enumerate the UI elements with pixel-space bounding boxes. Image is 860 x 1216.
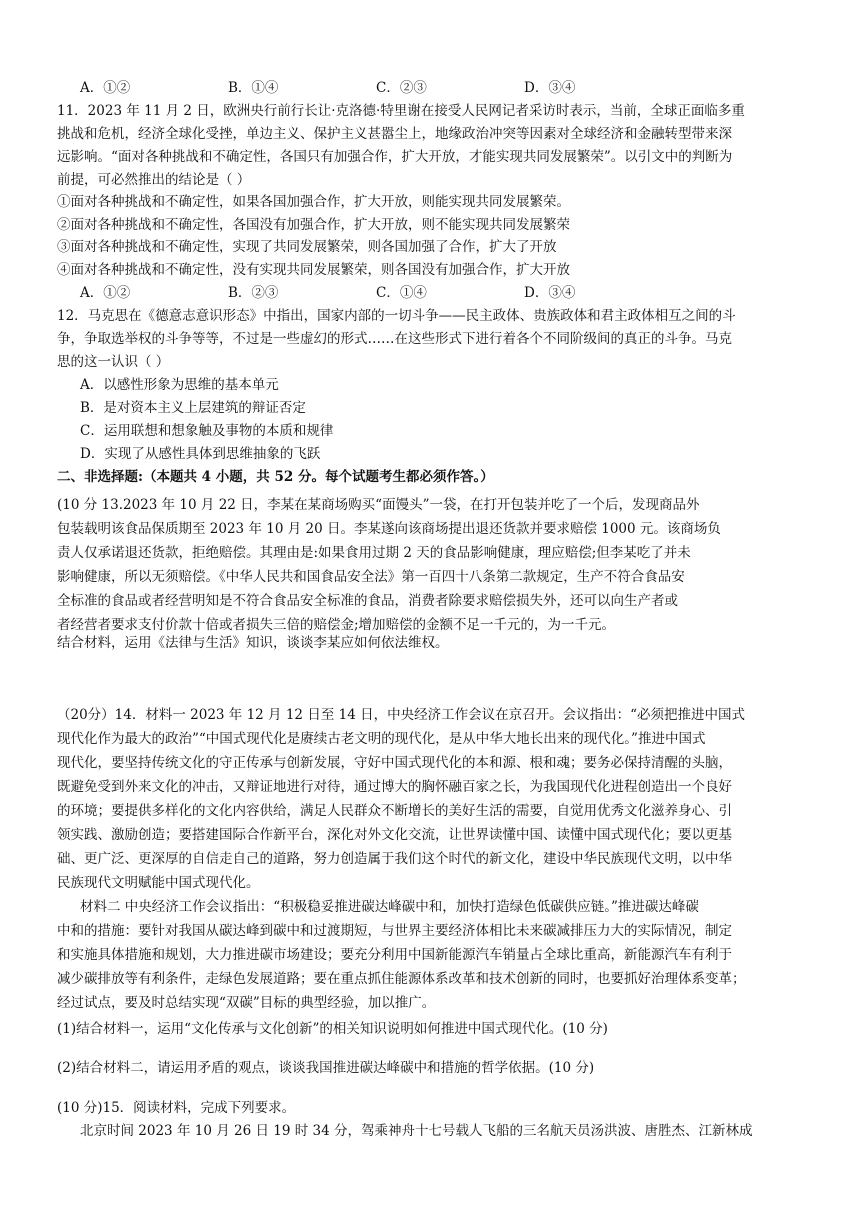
q13-line: 者经营者要求支付价款十倍或者损失三倍的赔偿金;增加赔偿的金额不足一千元的，为一千元。: [57, 617, 616, 633]
q11-line: 挑战和危机，经济全球化受挫，单边主义、保护主义甚嚣尘上，地缘政治冲突等因素对全球经济和金融转型带来深: [57, 126, 732, 142]
q13-line: 全标准的食品或者经营明知是不符合食品安全标准的食品，消费者除要求赔偿损失外，还可以向生产者或: [57, 593, 678, 609]
q14-subquestion-2: (2)结合材料二，请运用矛盾的观点，谈谈我国推进碳达峰碳中和措施的哲学依据。(10 分): [57, 1060, 595, 1076]
q11-option-b: B．②③: [228, 285, 279, 301]
q12-line: 思的这一认识（ ）: [57, 354, 170, 370]
q13-line: (10 分 13.2023 年 10 月 22 日，李某在某商场购买“面馒头”一袋，在打开包装并吃了一个后，发现商品外: [57, 497, 700, 513]
q13-question: 结合材料，运用《法律与生活》知识，谈谈李某应如何依法维权。: [57, 635, 449, 651]
q11-option-c: C．①④: [376, 285, 427, 301]
q10-option-a: A．①②: [80, 80, 131, 96]
q15-line: 北京时间 2023 年 10 月 26 日 19 时 34 分，驾乘神舟十七号载人飞船的三名航天员汤洪波、唐胜杰、江新林成: [80, 1123, 753, 1139]
q14-line: 既避免受到外来文化的冲击，又辩证地进行对待，通过博大的胸怀融百家之长，为我国现代化进程创造出一个良好: [57, 779, 732, 795]
q11-line: 前提，可必然推出的结论是（ ）: [57, 172, 251, 188]
q14-line: 经过试点，要及时总结实现“双碳”目标的典型经验，加以推广。: [57, 995, 436, 1011]
q11-option-a: A．①②: [80, 285, 131, 301]
q12-line: 争，争取选举权的斗争等等，不过是一些虚幻的形式……在这些形式下进行着各个不同阶级间的真正的斗争。马克: [57, 331, 732, 347]
q11-line: 11．2023 年 11 月 2 日，欧洲央行前行长让·克洛德·特里谢在接受人民网记者采访时表示，当前，全球正面临多重: [57, 103, 745, 119]
q11-statement-1: ①面对各种挑战和不确定性，如果各国加强合作，扩大开放，则能实现共同发展繁荣。: [57, 194, 570, 210]
q14-line: 现代化作为最大的政治”“中国式现代化是赓续古老文明的现代化，是从中华大地长出来的现代化。”推进中国式: [57, 731, 706, 747]
q10-option-b: B．①④: [228, 80, 279, 96]
q14-line: 民族现代文明赋能中国式现代化。: [57, 875, 260, 891]
q11-line: 远影响。“面对各种挑战和不确定性，各国只有加强合作，扩大开放，才能实现共同发展繁荣”。以引文中的判断为: [57, 149, 733, 165]
section-2-heading: 二、非选择题:（本题共 4 小题，共 52 分。每个试题考生都必须作答。）: [57, 469, 494, 485]
q14-line: 中和的措施：要针对我国从碳达峰到碳中和过渡期短，与世界主要经济体相比未来碳减排压力大的实际情况，制定: [57, 923, 732, 939]
q14-line: 减少碳排放等有利条件，走绿色发展道路；要在重点抓住能源体系改革和技术创新的同时，也要抓好治理体系变革；: [57, 971, 746, 987]
q11-statement-3: ③面对各种挑战和不确定性，实现了共同发展繁荣，则各国加强了合作，扩大了开放: [57, 239, 557, 255]
q12-line: 12．马克思在《德意志意识形态》中指出，国家内部的一切斗争——民主政体、贵族政体和君主政体相互之间的斗: [57, 308, 736, 324]
q14-line: 的环境；要提供多样化的文化内容供给，满足人民群众不断增长的美好生活的需要，自觉用优秀文化滋养身心、引: [57, 803, 732, 819]
q12-choice-d: D．实现了从感性具体到思维抽象的飞跃: [80, 446, 321, 462]
q10-option-c: C．②③: [376, 80, 427, 96]
q11-statement-2: ②面对各种挑战和不确定性，各国没有加强合作，扩大开放，则不能实现共同发展繁荣: [57, 217, 570, 233]
q10-options: [80, 77, 672, 99]
q13-line: 影响健康，所以无须赔偿。《中华人民共和国食品安全法》第一百四十八条第二款规定，生产不符合食品安: [57, 569, 685, 585]
q12-choice-c: C．运用联想和想象触及事物的本质和规律: [80, 423, 334, 439]
q13-line: 责人仅承诺退还货款，拒绝赔偿。其理由是:如果食用过期 2 天的食品影响健康，理应赔偿;但李某吃了并未: [57, 545, 691, 561]
q14-line: 和实施具体措施和规划，大力推进碳市场建设；要充分利用中国新能源汽车销量占全球比重高，新能源汽车有利于: [57, 947, 732, 963]
q14-line: 现代化，要坚持传统文化的守正传承与创新发展，守好中国式现代化的本和源、根和魂；要务必保持清醒的头脑，: [57, 755, 732, 771]
q11-options: [80, 282, 672, 304]
q12-choice-b: B．是对资本主义上层建筑的辩证否定: [80, 400, 306, 416]
q11-option-d: D．③④: [524, 285, 576, 301]
q11-statement-4: ④面对各种挑战和不确定性，没有实现共同发展繁荣，则各国没有加强合作，扩大开放: [57, 262, 570, 278]
q14-line: （20分）14．材料一 2023 年 12 月 12 日至 14 日，中央经济工作会议在京召开。会议指出：“必须把推进中国式: [57, 707, 745, 723]
q14-material-2: 材料二 中央经济工作会议指出：“积极稳妥推进碳达峰碳中和，加快打造绿色低碳供应链。”推进碳达峰碳: [80, 899, 699, 915]
q13-line: 包装载明该食品保质期至 2023 年 10 月 20 日。李某遂向该商场提出退还货款并要求赔偿 1000 元。该商场负: [57, 521, 721, 537]
q14-line: 础、更广泛、更深厚的自信走自己的道路，努力创造属于我们这个时代的新文化，建设中华民族现代文明，以中华: [57, 851, 732, 867]
q12-choice-a: A．以感性形象为思维的基本单元: [80, 377, 279, 393]
q10-option-d: D．③④: [524, 80, 576, 96]
q15-title: (10 分)15．阅读材料，完成下列要求。: [57, 1100, 296, 1116]
q14-subquestion-1: (1)结合材料一，运用“文化传承与文化创新”的相关知识说明如何推进中国式现代化。(10 分): [57, 1021, 608, 1037]
q14-line: 领实践、激励创造；要搭建国际合作新平台，深化对外文化交流，让世界读懂中国、读懂中国式现代化；要以更基: [57, 827, 732, 843]
